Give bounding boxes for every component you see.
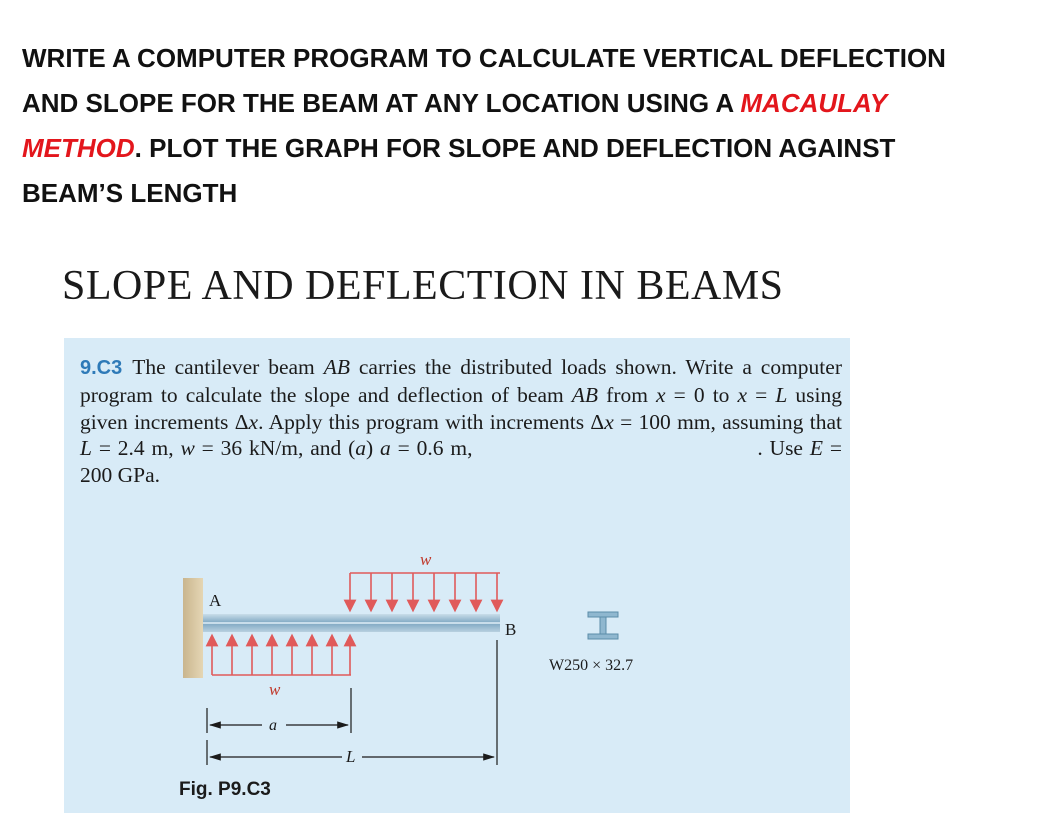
problem-text: . Apply this program with increments Δ xyxy=(258,409,605,434)
problem-text: = 100 mm, assuming that xyxy=(613,409,842,434)
problem-text: carries the distributed loads shown. Write a computer program to calculate the slope and deflection of beam xyxy=(80,355,842,407)
dimension-label-l: L xyxy=(346,747,356,766)
heading-line-3 xyxy=(22,126,1032,171)
heading-accent-method: METHOD xyxy=(22,133,135,163)
heading-line-4: BEAM’S LENGTH xyxy=(22,178,238,208)
problem-text: The cantilever beam xyxy=(132,355,324,379)
i-beam-section-icon xyxy=(588,612,618,639)
problem-var: E xyxy=(809,436,823,461)
problem-text: = 0 to xyxy=(665,382,738,407)
problem-var: w xyxy=(180,436,195,461)
fixed-support-wall xyxy=(183,578,203,678)
upward-distributed-load xyxy=(212,640,351,675)
problem-text: . Use xyxy=(757,436,810,461)
problem-var: a xyxy=(380,436,391,461)
problem-text: = 200 GPa. xyxy=(80,436,842,488)
problem-var: AB xyxy=(323,355,350,379)
problem-text: = xyxy=(747,382,776,407)
problem-var: x xyxy=(737,382,748,407)
heading-line-2 xyxy=(22,81,1032,126)
label-b-end: B xyxy=(505,620,517,639)
assignment-heading xyxy=(22,36,1032,216)
problem-text: = 0.6 m, xyxy=(390,436,480,461)
load-label-w-top: w xyxy=(420,550,432,569)
problem-var: AB xyxy=(571,382,599,407)
heading-line-2-text: AND SLOPE FOR THE BEAM AT ANY LOCATION USING A xyxy=(22,88,741,118)
problem-statement xyxy=(80,354,842,489)
load-label-w-bottom: w xyxy=(269,680,281,699)
label-a-end: A xyxy=(209,591,222,610)
problem-text: using given increments Δ xyxy=(80,382,842,434)
beam-figure xyxy=(64,540,850,775)
heading-accent-macaulay: MACAULAY xyxy=(740,88,888,118)
heading-line-3-text: . PLOT THE GRAPH FOR SLOPE AND DEFLECTION AGAINST xyxy=(134,133,896,163)
problem-var: x xyxy=(248,409,259,434)
section-title: SLOPE AND DEFLECTION IN BEAMS xyxy=(62,263,784,309)
problem-var: x xyxy=(656,382,666,407)
problem-text: = 36 kN/m, and ( xyxy=(194,436,356,461)
problem-var: L xyxy=(775,382,788,407)
obscured-text xyxy=(479,440,757,460)
problem-number: 9.C3 xyxy=(80,357,123,379)
heading-line-1: WRITE A COMPUTER PROGRAM TO CALCULATE VERTICAL DEFLECTION xyxy=(22,43,946,73)
problem-var: a xyxy=(355,436,367,461)
dimension-label-a: a xyxy=(269,717,277,734)
figure-caption: Fig. P9.C3 xyxy=(179,779,271,800)
downward-distributed-load xyxy=(350,573,500,606)
problem-text: = 2.4 m, xyxy=(91,436,181,461)
problem-var: L xyxy=(80,436,92,461)
problem-text: ) xyxy=(366,436,381,461)
problem-var: x xyxy=(604,409,614,434)
section-designation: W250 × 32.7 xyxy=(549,657,634,674)
problem-text: from xyxy=(598,382,657,407)
